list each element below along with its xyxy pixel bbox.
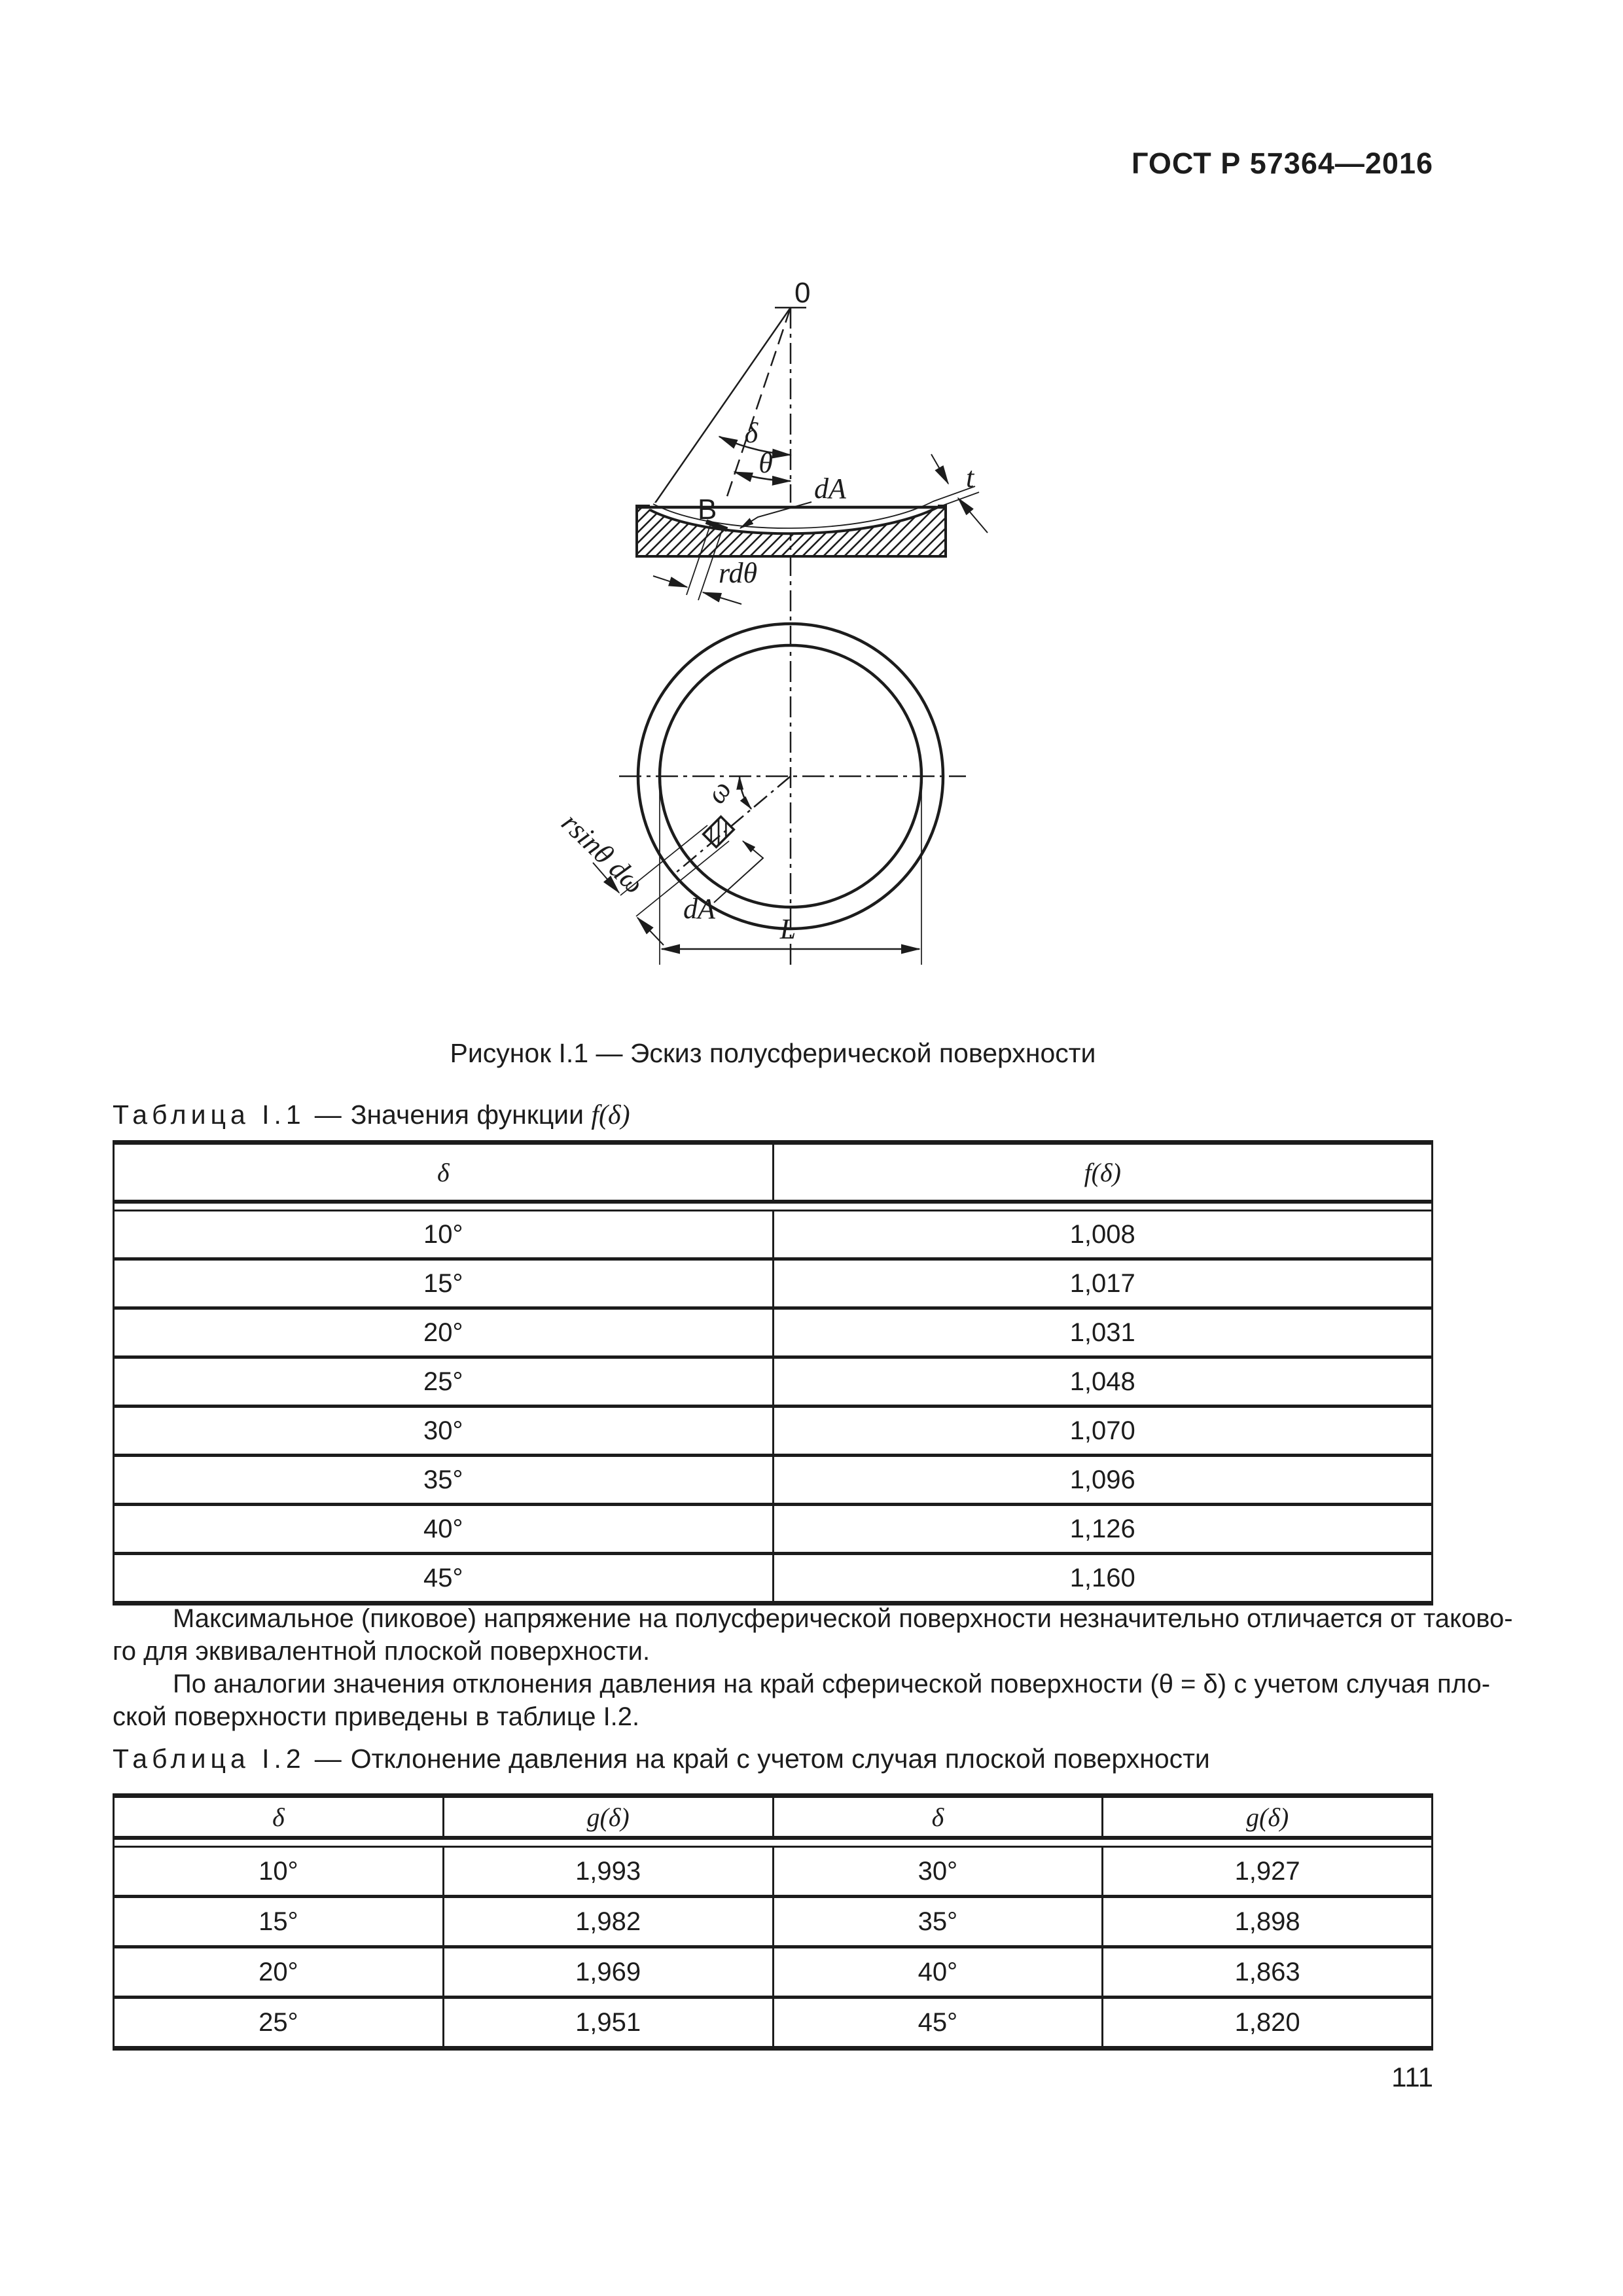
- table1-title-label: Таблица I.1: [113, 1100, 306, 1130]
- table1-title-text: Значения функции: [350, 1100, 584, 1130]
- rsin-label: rsinθ dω: [555, 806, 651, 900]
- table-row: [114, 1259, 1433, 1308]
- table-row: [114, 1308, 1433, 1357]
- table2-col2-header: g(δ): [443, 1796, 773, 1839]
- value-cell: 1,070: [773, 1407, 1433, 1456]
- omega-label: ω: [700, 774, 738, 810]
- value-cell: 1,031: [773, 1308, 1433, 1357]
- delta-cell: 20°: [114, 1308, 774, 1357]
- value-cell: 1,927: [1103, 1847, 1433, 1897]
- table2-col3-header: δ: [773, 1796, 1103, 1839]
- value-cell: 1,126: [773, 1505, 1433, 1554]
- document-header: ГОСТ Р 57364—2016: [1131, 147, 1433, 180]
- table2-title-dash: —: [314, 1744, 342, 1774]
- figure-i1-sketch: [555, 280, 1013, 1020]
- value-cell: 1,017: [773, 1259, 1433, 1308]
- delta-cell: 30°: [114, 1407, 774, 1456]
- table2-title: [113, 1744, 1210, 1774]
- value-cell: 1,951: [443, 1998, 773, 2049]
- table-row: [114, 1407, 1433, 1456]
- rdtheta-arrow-right: [703, 592, 741, 604]
- da-plan-label: dA: [683, 893, 715, 925]
- rdtheta-arrow-left: [653, 576, 687, 587]
- delta-cell: 25°: [114, 1357, 774, 1407]
- t-label: t: [966, 461, 974, 493]
- header-double-rule: [114, 1838, 1433, 1847]
- delta-cell: 45°: [773, 1998, 1103, 2049]
- delta-cell: 45°: [423, 1563, 463, 1592]
- value-cell: 1,008: [773, 1211, 1433, 1259]
- table-row: [114, 1947, 1433, 1998]
- t-arrow-lower: [958, 498, 988, 533]
- t-arrow-upper: [931, 454, 948, 484]
- da-top-label: dA: [814, 473, 846, 505]
- table2: [113, 1793, 1433, 2051]
- delta-cell: 15°: [114, 1259, 774, 1308]
- paragraph-line: ской поверхности приведены в таблице I.2.: [113, 1702, 640, 1731]
- l-label: L: [779, 913, 796, 945]
- table1-title-dash: —: [314, 1100, 342, 1130]
- delta-cell: 35°: [114, 1456, 774, 1505]
- omega-angle-arc: [740, 776, 751, 809]
- table1: [113, 1140, 1433, 1605]
- table-row: [114, 1554, 1433, 1604]
- table-row: [114, 1897, 1433, 1947]
- elevation-view: [635, 308, 988, 966]
- table1-header-row: [114, 1143, 1433, 1202]
- delta-cell: 40°: [114, 1505, 774, 1554]
- table1-title-formula: f(δ): [591, 1100, 630, 1130]
- value-cell: 1,048: [773, 1357, 1433, 1407]
- value-cell: 1,863: [1103, 1947, 1433, 1998]
- delta-cell: 25°: [259, 2007, 298, 2037]
- table2-header-row: [114, 1796, 1433, 1839]
- table2-col4-header: g(δ): [1103, 1796, 1433, 1839]
- delta-cell: 10°: [114, 1847, 444, 1897]
- da-plan-leader: [714, 841, 763, 903]
- table1-col2-header: f(δ): [773, 1143, 1433, 1202]
- table-row: [114, 1456, 1433, 1505]
- point-b-label: B: [698, 493, 717, 526]
- paragraph-line: Максимальное (пиковое) напряжение на полусферической поверхности незначительно отличается от таково-: [173, 1604, 1513, 1633]
- rdtheta-label: rdθ: [719, 557, 758, 589]
- table-row: [114, 1505, 1433, 1554]
- delta-cell: 15°: [114, 1897, 444, 1947]
- value-cell: 1,898: [1103, 1897, 1433, 1947]
- apex-label: 0: [794, 280, 811, 309]
- header-double-rule: [114, 1202, 1433, 1211]
- table1-title: [113, 1100, 630, 1131]
- page-number: 111: [1391, 2062, 1433, 2092]
- table-row: [114, 1211, 1433, 1259]
- delta-label: δ: [744, 417, 758, 449]
- table2-col1-header: δ: [114, 1796, 444, 1839]
- table-row: [114, 1357, 1433, 1407]
- value-cell: 1,982: [443, 1897, 773, 1947]
- paragraph-line: го для эквивалентной плоской поверхности.: [113, 1637, 651, 1666]
- delta-cell: 10°: [114, 1211, 774, 1259]
- theta-label: θ: [758, 447, 773, 479]
- delta-cell: 35°: [773, 1897, 1103, 1947]
- value-cell: 1,993: [443, 1847, 773, 1897]
- table-row: [114, 1998, 1433, 2049]
- table2-container: [113, 1793, 1433, 2051]
- table1-container: [113, 1140, 1433, 1605]
- plan-element: [704, 817, 734, 848]
- delta-cell: 20°: [114, 1947, 444, 1998]
- paragraph-line: По аналогии значения отклонения давления на край сферической поверхности (θ = δ) с учетом случая пло-: [173, 1670, 1491, 1698]
- body-text: [113, 1602, 1513, 1733]
- table2-title-label: Таблица I.2: [113, 1744, 306, 1774]
- table1-col1-header: δ: [114, 1143, 774, 1202]
- delta-cell: 40°: [773, 1947, 1103, 1998]
- value-cell: 1,160: [773, 1554, 1433, 1604]
- table2-title-text: Отклонение давления на край с учетом случая плоской поверхности: [350, 1744, 1210, 1774]
- value-cell: 1,820: [1103, 1998, 1433, 2049]
- value-cell: 1,969: [443, 1947, 773, 1998]
- figure-caption: Рисунок I.1 — Эскиз полусферической поверхности: [450, 1038, 1096, 1068]
- value-cell: 1,096: [773, 1456, 1433, 1505]
- delta-cell: 30°: [773, 1847, 1103, 1897]
- sheet-lower-line: [938, 492, 979, 507]
- table-row: [114, 1847, 1433, 1897]
